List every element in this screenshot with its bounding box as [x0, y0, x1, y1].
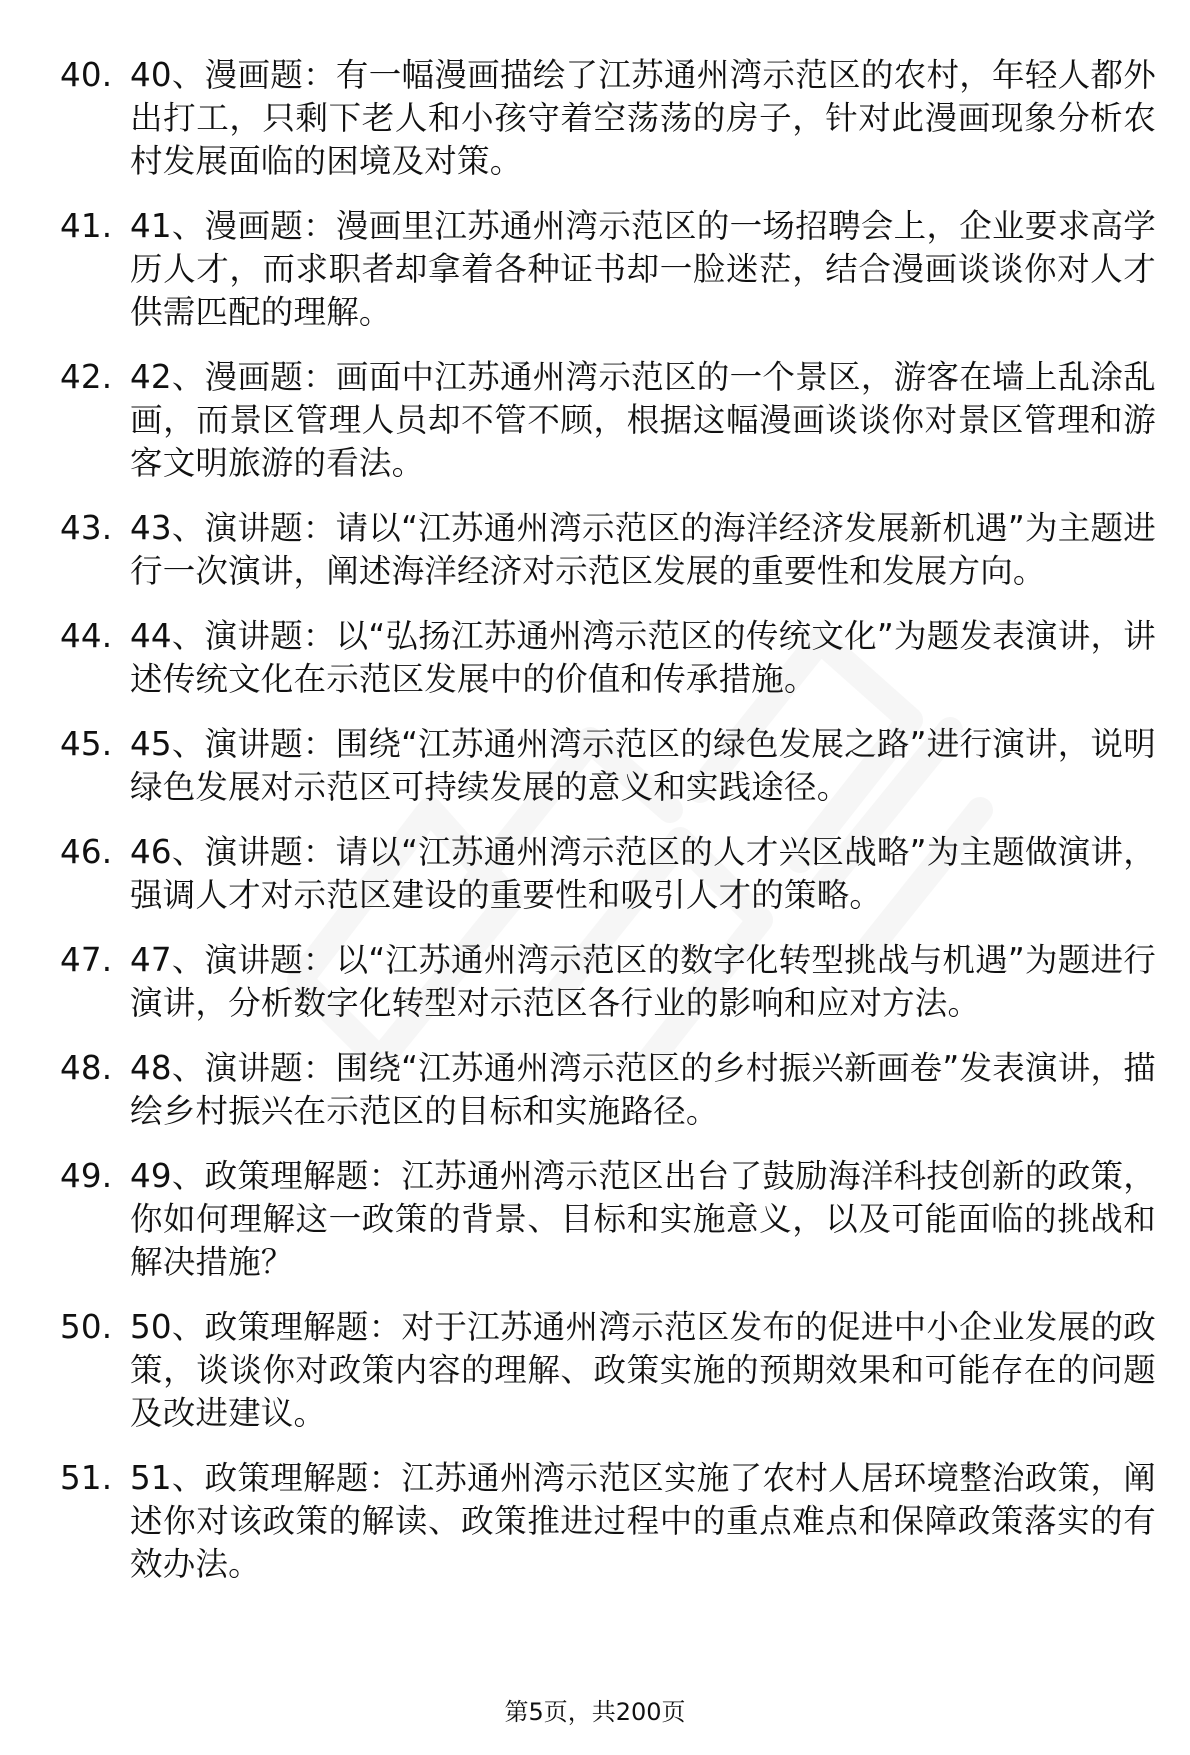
question-text: 42、漫画题：画面中江苏通州湾示范区的一个景区，游客在墙上乱涂乱画，而景区管理人员却不管不顾，根据这幅漫画谈谈你对景区管理和游客文明旅游的看法。	[130, 358, 1156, 482]
question-number: 41.	[60, 207, 113, 245]
question-number: 46.	[60, 833, 113, 871]
question-number: 47.	[60, 941, 113, 979]
question-number: 45.	[60, 725, 113, 763]
question-item-47	[60, 939, 1160, 1025]
question-number: 42.	[60, 358, 113, 396]
question-item-41	[60, 205, 1160, 334]
question-text: 46、演讲题：请以“江苏通州湾示范区的人才兴区战略”为主题做演讲，强调人才对示范区建设的重要性和吸引人才的策略。	[130, 833, 1156, 914]
question-text: 44、演讲题：以“弘扬江苏通州湾示范区的传统文化”为题发表演讲，讲述传统文化在示范区发展中的价值和传承措施。	[130, 617, 1156, 698]
question-number: 43.	[60, 509, 113, 547]
question-text: 49、政策理解题：江苏通州湾示范区出台了鼓励海洋科技创新的政策，你如何理解这一政策的背景、目标和实施意义，以及可能面临的挑战和解决措施？	[130, 1157, 1156, 1281]
question-text: 50、政策理解题：对于江苏通州湾示范区发布的促进中小企业发展的政策，谈谈你对政策内容的理解、政策实施的预期效果和可能存在的问题及改进建议。	[130, 1308, 1156, 1432]
question-item-48	[60, 1047, 1160, 1133]
question-item-44	[60, 615, 1160, 701]
question-text: 45、演讲题：围绕“江苏通州湾示范区的绿色发展之路”进行演讲，说明绿色发展对示范区可持续发展的意义和实践途径。	[130, 725, 1156, 806]
question-item-43	[60, 507, 1160, 593]
question-text: 43、演讲题：请以“江苏通州湾示范区的海洋经济发展新机遇”为主题进行一次演讲，阐述海洋经济对示范区发展的重要性和发展方向。	[130, 509, 1156, 590]
question-number: 40.	[60, 56, 113, 94]
question-text: 40、漫画题：有一幅漫画描绘了江苏通州湾示范区的农村，年轻人都外出打工，只剩下老人和小孩守着空荡荡的房子，针对此漫画现象分析农村发展面临的困境及对策。	[130, 56, 1156, 180]
question-number: 51.	[60, 1459, 113, 1497]
question-item-51	[60, 1457, 1160, 1586]
question-text: 51、政策理解题：江苏通州湾示范区实施了农村人居环境整治政策，阐述你对该政策的解读、政策推进过程中的重点难点和保障政策落实的有效办法。	[130, 1459, 1156, 1583]
question-number: 48.	[60, 1049, 113, 1087]
question-item-50	[60, 1306, 1160, 1435]
page-footer: 第5页，共200页	[504, 1698, 686, 1726]
question-text: 47、演讲题：以“江苏通州湾示范区的数字化转型挑战与机遇”为题进行演讲，分析数字化转型对示范区各行业的影响和应对方法。	[130, 941, 1156, 1022]
question-number: 44.	[60, 617, 113, 655]
question-number: 50.	[60, 1308, 113, 1346]
question-item-45	[60, 723, 1160, 809]
question-number: 49.	[60, 1157, 113, 1195]
question-item-42	[60, 356, 1160, 485]
question-text: 41、漫画题：漫画里江苏通州湾示范区的一场招聘会上，企业要求高学历人才，而求职者却拿着各种证书却一脸迷茫，结合漫画谈谈你对人才供需匹配的理解。	[130, 207, 1156, 331]
question-item-40	[60, 54, 1160, 183]
question-item-46	[60, 831, 1160, 917]
question-list	[60, 54, 1160, 1608]
question-item-49	[60, 1155, 1160, 1284]
question-text: 48、演讲题：围绕“江苏通州湾示范区的乡村振兴新画卷”发表演讲，描绘乡村振兴在示范区的目标和实施路径。	[130, 1049, 1156, 1130]
